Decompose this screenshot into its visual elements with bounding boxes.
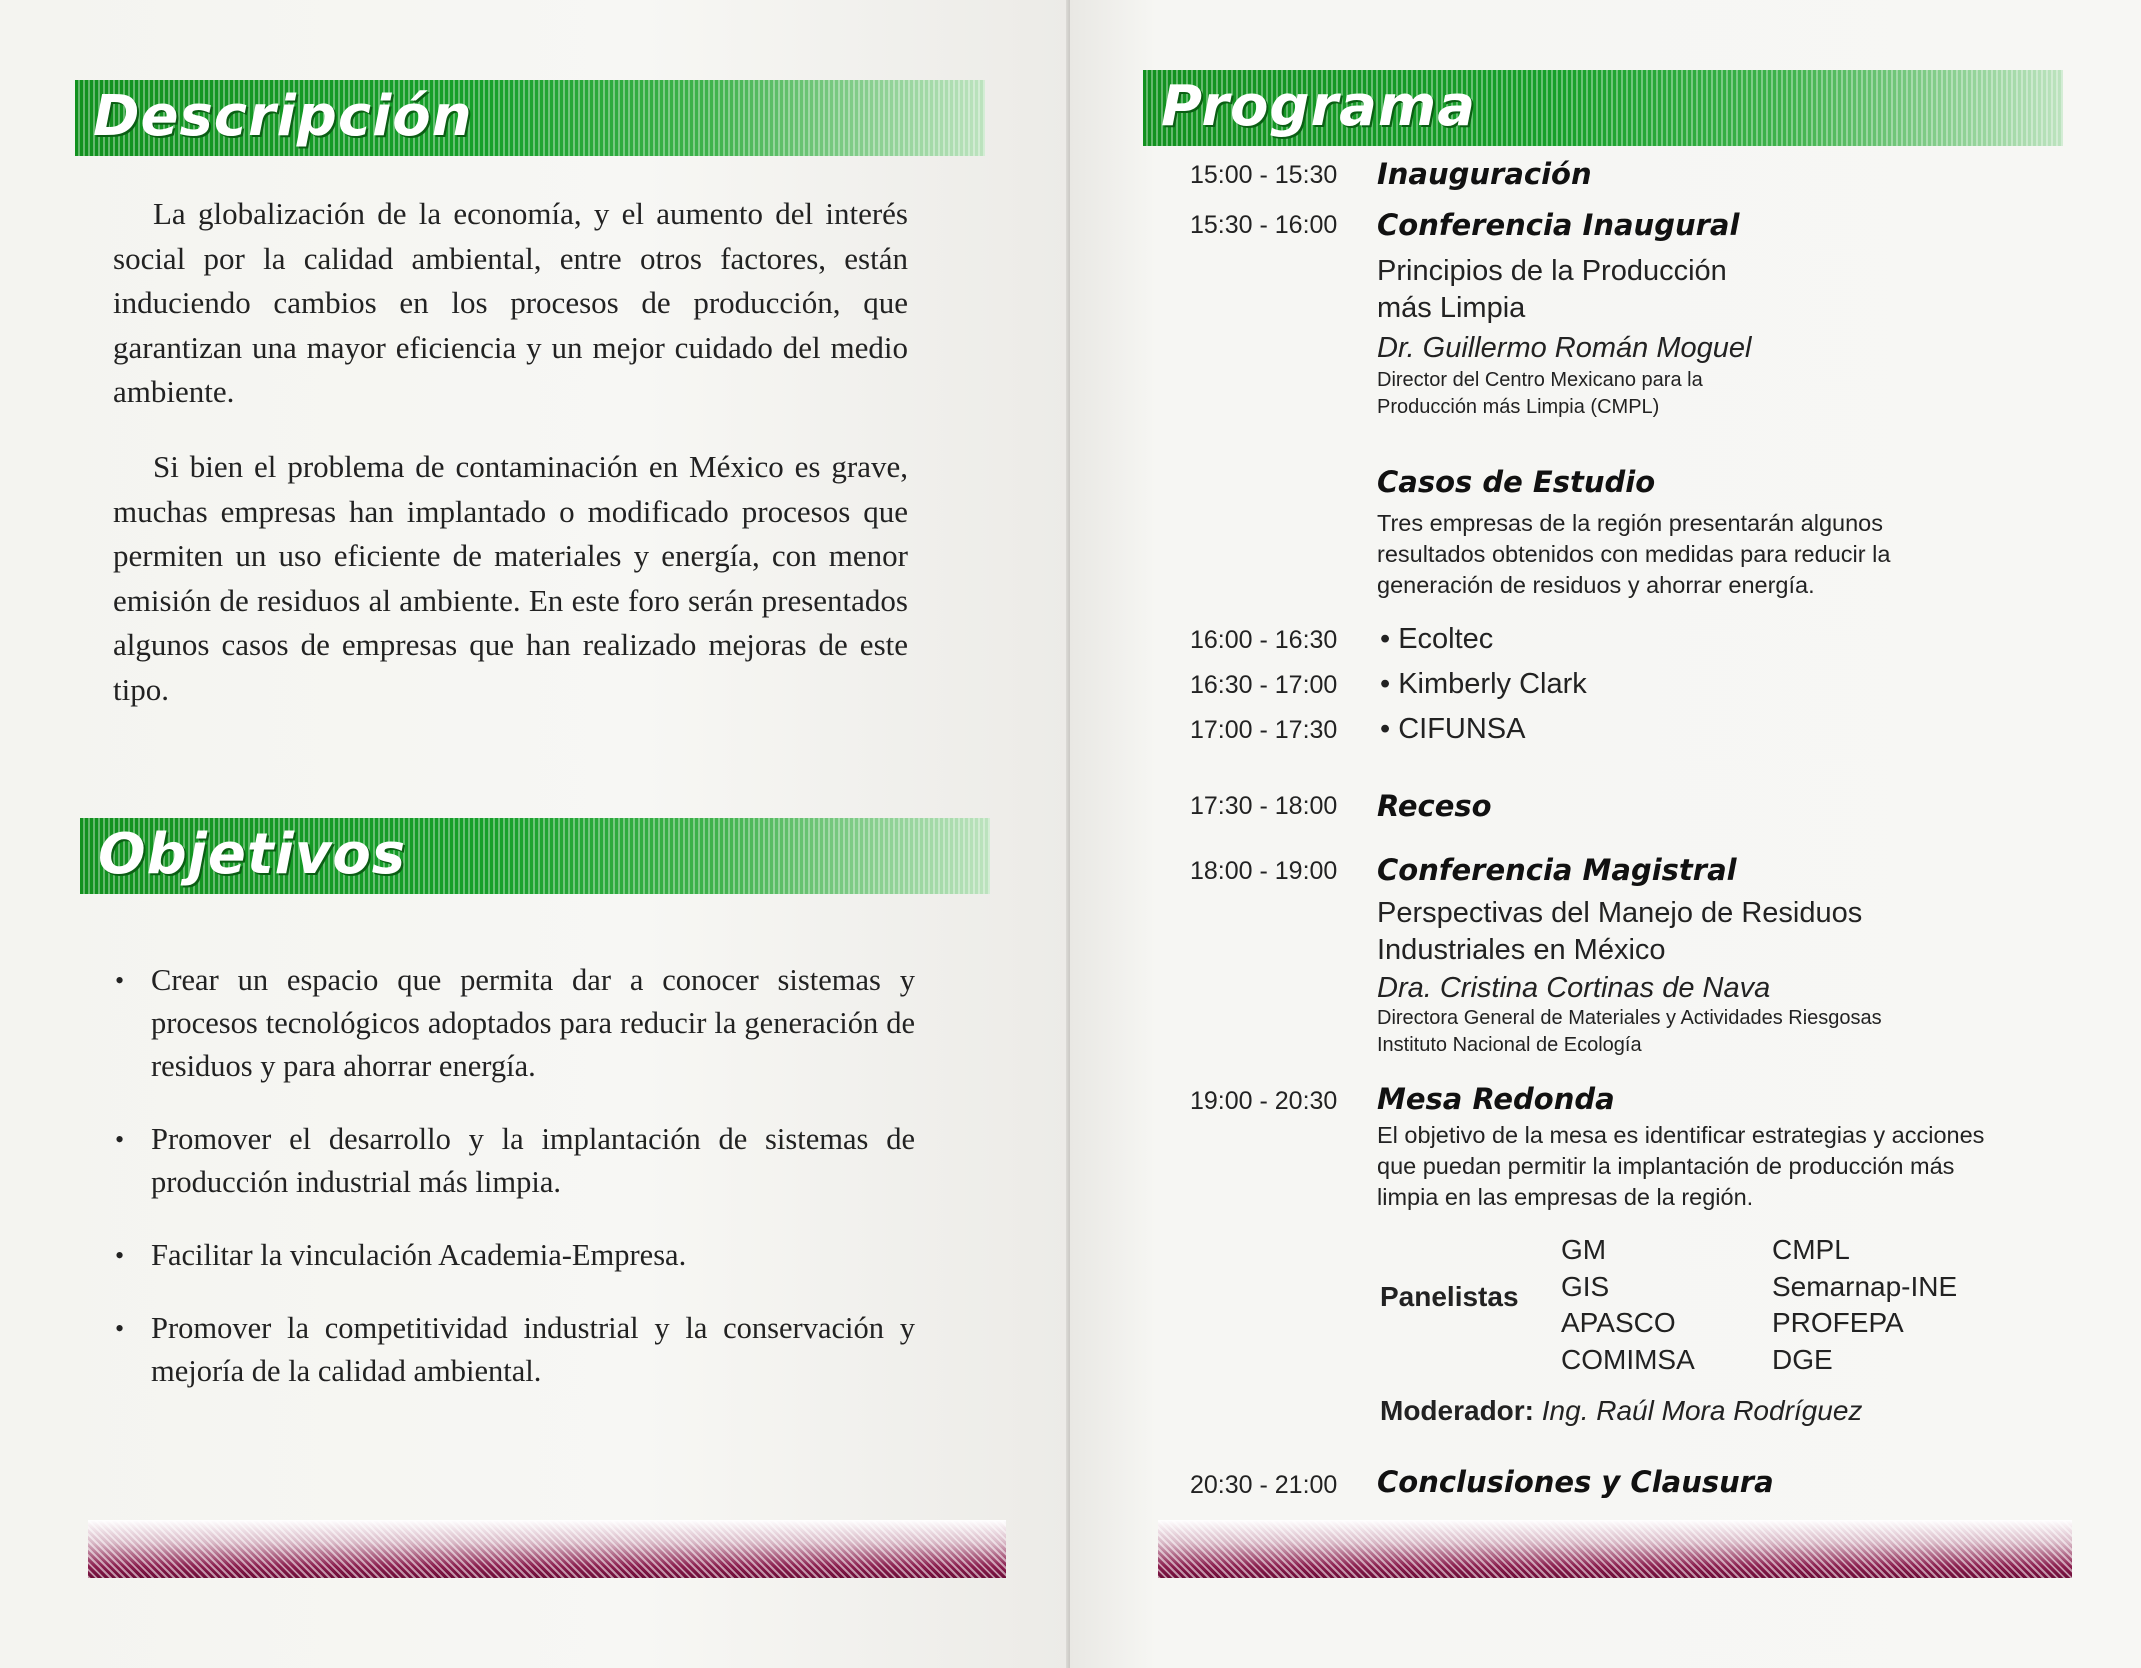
title-clausura: Conclusiones y Clausura bbox=[1377, 1465, 1774, 1499]
time-caso-3: 17:00 - 17:30 bbox=[1190, 716, 1338, 744]
panelista-gis: GIS bbox=[1561, 1270, 1610, 1302]
descripcion-paragraph-1 bbox=[113, 192, 908, 415]
left-bottom-bar bbox=[88, 1520, 1006, 1578]
time-receso: 17:30 - 18:00 bbox=[1190, 792, 1338, 820]
descripcion-text-2: Si bien el problema de contaminación en México es grave, muchas empresas han implantado o modificado procesos que permiten un uso eficiente de materiales y energía, con menor emisión de residuos al ambiente. En este foro serán presentados algunos casos de empresas que han realizado mejoras de este tipo. bbox=[113, 449, 908, 707]
objetivos-title: Objetivos bbox=[98, 822, 407, 887]
objetivo-item-2: • Promover el desarrollo y la implantación de sistemas de producción industrial más limpia. bbox=[115, 1118, 915, 1204]
moderador-line bbox=[1380, 1395, 1862, 1427]
title-receso: Receso bbox=[1377, 789, 1492, 823]
caso-item-2: • Kimberly Clark bbox=[1380, 668, 1587, 700]
time-caso-1: 16:00 - 16:30 bbox=[1190, 626, 1338, 654]
descripcion-paragraph-2 bbox=[113, 445, 908, 712]
objetivo-item-4: • Promover la competitividad industrial y la conservación y mejoría de la calidad ambiental. bbox=[115, 1307, 915, 1393]
speaker-conf-magistral: Dra. Cristina Cortinas de Nava bbox=[1377, 972, 1771, 1004]
descripcion-banner bbox=[75, 80, 985, 156]
role-conf-inaugural: Director del Centro Mexicano para la Producción más Limpia (CMPL) bbox=[1377, 369, 1703, 418]
speaker-conf-inaugural: Dr. Guillermo Román Moguel bbox=[1377, 332, 1752, 364]
left-page bbox=[0, 0, 1070, 1668]
time-conf-inaugural: 15:30 - 16:00 bbox=[1190, 211, 1338, 239]
objetivos-list bbox=[115, 959, 915, 1393]
moderador-name: Ing. Raúl Mora Rodríguez bbox=[1541, 1395, 1863, 1426]
panelista-cmpl: CMPL bbox=[1772, 1234, 1850, 1265]
time-caso-2: 16:30 - 17:00 bbox=[1190, 671, 1338, 699]
descripcion-title: Descripción bbox=[93, 84, 473, 149]
objetivo-item-1: • Crear un espacio que permita dar a conocer sistemas y procesos tecnológicos adoptados para reducir la generación de residuos y para ahorrar energía. bbox=[115, 959, 915, 1088]
desc-casos: Tres empresas de la región presentarán algunos resultados obtenidos con medidas para reducir la generación de residuos y ahorrar energía. bbox=[1377, 510, 1891, 598]
right-bottom-bar bbox=[1158, 1520, 2072, 1578]
title-casos: Casos de Estudio bbox=[1377, 465, 1656, 499]
programa-title: Programa bbox=[1161, 74, 1477, 139]
time-inauguracion: 15:00 - 15:30 bbox=[1190, 161, 1338, 189]
caso-item-3: • CIFUNSA bbox=[1380, 713, 1526, 745]
time-mesa: 19:00 - 20:30 bbox=[1190, 1087, 1338, 1115]
objetivos-banner bbox=[80, 818, 990, 894]
objetivo-item-3: • Facilitar la vinculación Academia-Empresa. bbox=[115, 1234, 915, 1277]
caso-item-1: • Ecoltec bbox=[1380, 623, 1494, 655]
panelista-apasco: APASCO bbox=[1561, 1307, 1676, 1338]
panelista-profepa: PROFEPA bbox=[1772, 1307, 1904, 1338]
topic-conf-magistral: Perspectivas del Manejo de Residuos Industriales en México bbox=[1377, 897, 1863, 966]
title-inauguracion: Inauguración bbox=[1377, 157, 1592, 191]
panelistas-col-2 bbox=[1772, 1232, 1957, 1378]
desc-mesa: El objetivo de la mesa es identificar estrategias y acciones que puedan permitir la implantación de producción más limpia en las empresas de la región. bbox=[1377, 1122, 1985, 1210]
time-conf-magistral: 18:00 - 19:00 bbox=[1190, 857, 1338, 885]
role-conf-magistral: Directora General de Materiales y Actividades Riesgosas Instituto Nacional de Ecología bbox=[1377, 1007, 1882, 1056]
panelistas-col-1 bbox=[1561, 1232, 1695, 1378]
time-clausura: 20:30 - 21:00 bbox=[1190, 1471, 1338, 1499]
panelista-comimsa: COMIMSA bbox=[1561, 1343, 1695, 1375]
title-conf-magistral: Conferencia Magistral bbox=[1377, 853, 1737, 887]
panelista-gm: GM bbox=[1561, 1234, 1607, 1265]
panelista-dge: DGE bbox=[1772, 1343, 1833, 1375]
title-conf-inaugural: Conferencia Inaugural bbox=[1377, 208, 1740, 242]
moderador-label: Moderador: bbox=[1380, 1395, 1534, 1426]
programa-banner bbox=[1143, 70, 2063, 146]
topic-conf-inaugural: Principios de la Producción más Limpia bbox=[1377, 255, 1727, 324]
panelista-semarnap: Semarnap-INE bbox=[1772, 1270, 1958, 1302]
panelistas-label: Panelistas bbox=[1380, 1281, 1519, 1312]
descripcion-text-1: La globalización de la economía, y el aumento del interés social por la calidad ambiental, entre otros factores, están induciendo cambios en los procesos de producción, que garantizan una mayor eficiencia y un mejor cuidado del medio ambiente. bbox=[113, 196, 908, 409]
title-mesa: Mesa Redonda bbox=[1377, 1082, 1615, 1116]
